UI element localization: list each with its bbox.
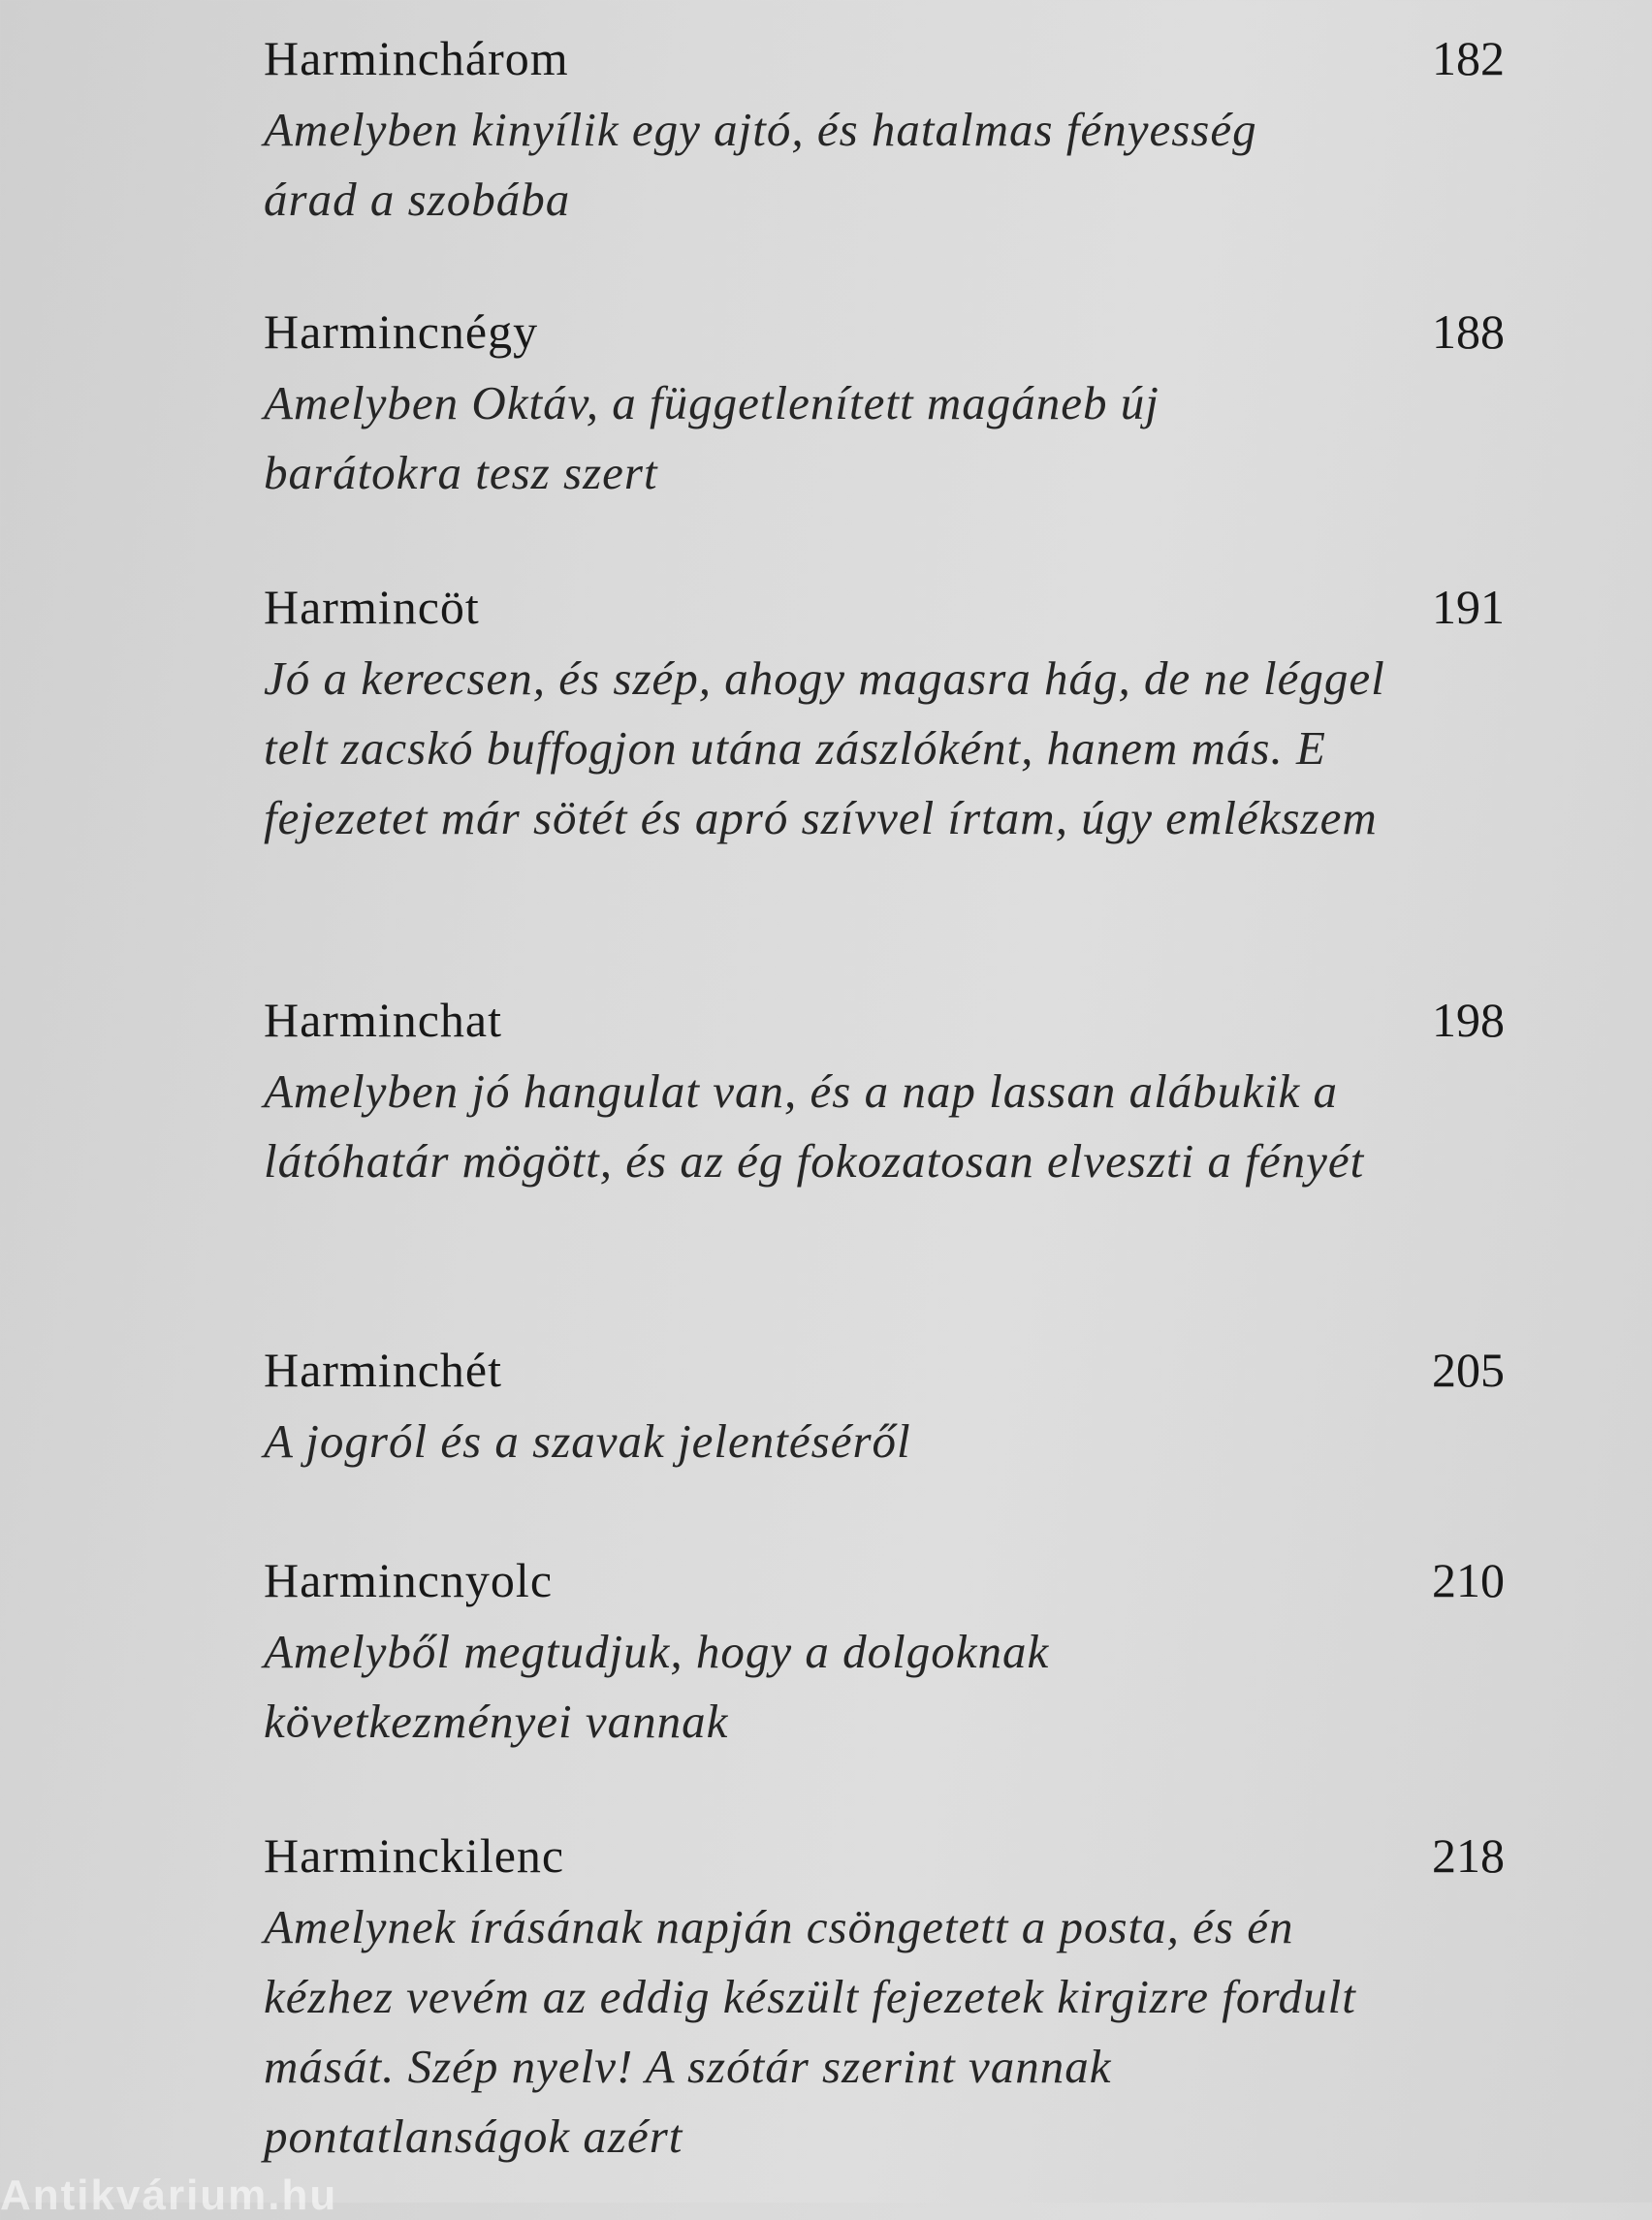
- chapter-title: Harminckilenc: [264, 1828, 565, 1883]
- chapter-title: Harmincöt: [264, 580, 480, 634]
- chapter-description: Amelyben Oktáv, a függetlenített magáneb új barátokra tesz szert: [264, 376, 1160, 499]
- toc-entry: [264, 1341, 1505, 1476]
- toc-entry-header: [264, 991, 1505, 1049]
- chapter-page-number: 188: [1432, 304, 1505, 359]
- toc-entry: [264, 29, 1505, 235]
- chapter-description: Jó a kerecsen, és szép, ahogy magasra hág, de ne léggel telt zacskó buffogjon utána zászlóként, hanem más. E fejezetet már sötét és apró szívvel írtam, úgy emlékszem: [264, 651, 1385, 844]
- toc-entry-header: [264, 1341, 1505, 1399]
- toc-entry: [264, 302, 1505, 508]
- toc-entry-header: [264, 29, 1505, 87]
- chapter-title: Harminchat: [264, 993, 503, 1047]
- toc-entry-header: [264, 1826, 1505, 1885]
- toc-entry-header: [264, 1551, 1505, 1609]
- toc-entry-header: [264, 302, 1505, 361]
- chapter-title: Harmincnégy: [264, 304, 539, 359]
- chapter-title: Harmincnyolc: [264, 1553, 554, 1607]
- chapter-title: Harminchét: [264, 1343, 503, 1397]
- chapter-description: A jogról és a szavak jelentéséről: [264, 1414, 911, 1468]
- chapter-page-number: 218: [1432, 1828, 1505, 1883]
- chapter-page-number: 210: [1432, 1553, 1505, 1607]
- chapter-title: Harminchárom: [264, 31, 569, 85]
- chapter-page-number: 182: [1432, 31, 1505, 85]
- chapter-description: Amelyben kinyílik egy ajtó, és hatalmas fényesség árad a szobába: [264, 103, 1257, 226]
- chapter-page-number: 198: [1432, 993, 1505, 1047]
- toc-entry-header: [264, 578, 1505, 636]
- chapter-description: Amelynek írásának napján csöngetett a posta, és én kézhez vevém az eddig készült fejezetek kirgizre fordult mását. Szép nyelv! A szótár szerint vannak pontatlanságok azért: [264, 1900, 1356, 2163]
- toc-entry: [264, 991, 1505, 1196]
- chapter-page-number: 191: [1432, 580, 1505, 634]
- chapter-description: Amelyből megtudjuk, hogy a dolgoknak következményei vannak: [264, 1625, 1050, 1748]
- watermark: Antikvárium.hu: [0, 2172, 338, 2219]
- toc-entry: [264, 1551, 1505, 1757]
- chapter-page-number: 205: [1432, 1343, 1505, 1397]
- toc-entry: [264, 578, 1505, 853]
- toc-entry: [264, 1826, 1505, 2172]
- chapter-description: Amelyben jó hangulat van, és a nap lassan alábukik a látóhatár mögött, és az ég fokozatosan elveszti a fényét: [264, 1064, 1365, 1188]
